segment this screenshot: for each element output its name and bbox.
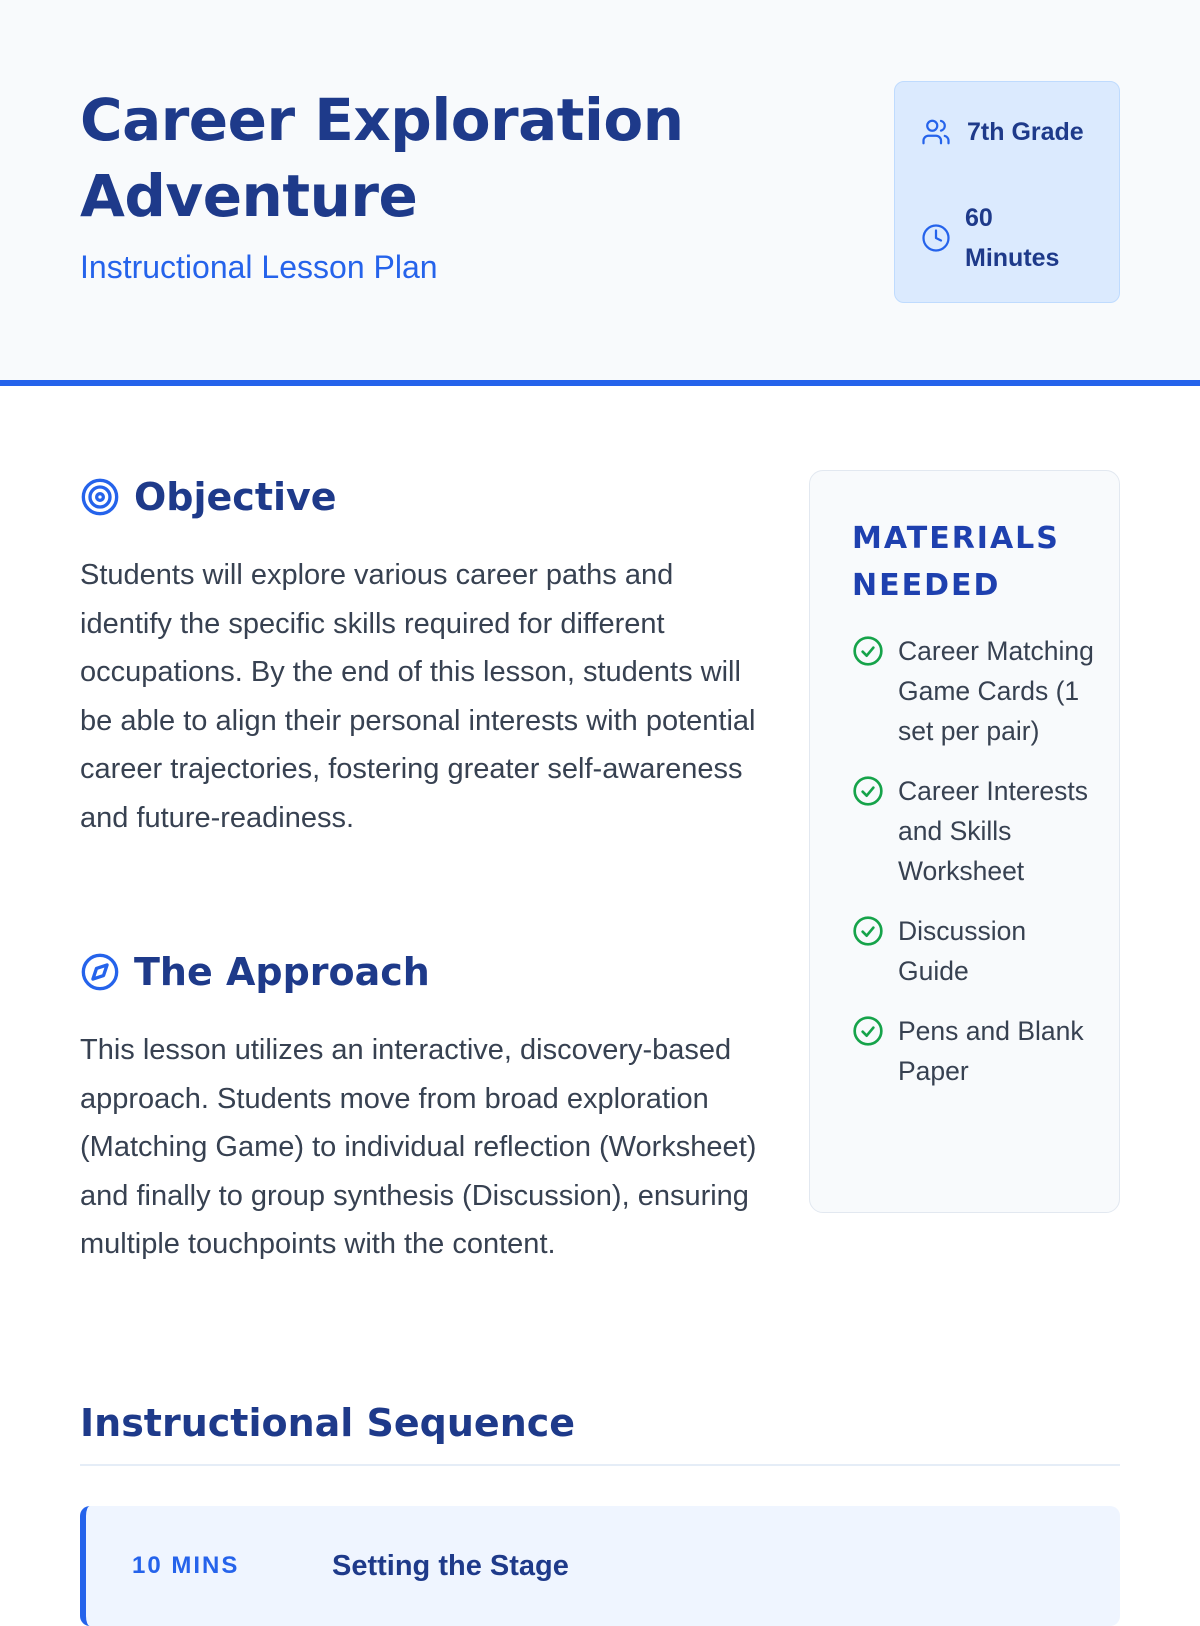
- sequence-heading: Instructional Sequence: [80, 1401, 576, 1445]
- material-item: [852, 771, 1112, 891]
- duration-label: 60 Minutes: [965, 204, 1060, 272]
- grade-info: [921, 112, 1087, 152]
- sequence-step: [80, 1506, 1120, 1626]
- objective-text: Students will explore various career paths and identify the specific skills required for different occupations. By the end of this lesson, students will be able to align their personal interests with potential career trajectories, fostering greater self-awareness and future-readiness.: [80, 559, 756, 834]
- materials-heading: MATERIALS NEEDED: [852, 521, 1060, 603]
- approach-text: This lesson utilizes an interactive, discovery-based approach. Students move from broad exploration (Matching Game) to individual reflection (Worksheet) and finally to group synthesis (Discussion), ensuring multiple touchpoints with the content.: [80, 1034, 757, 1260]
- page-title: Career Exploration Adventure: [80, 86, 684, 230]
- approach-title: The Approach: [134, 950, 430, 994]
- grade-label: 7th Grade: [967, 118, 1084, 146]
- target-icon: [80, 477, 120, 517]
- check-circle-icon: [852, 1015, 884, 1047]
- material-label: Career Matching Game Cards (1 set per pair): [898, 636, 1094, 746]
- page-subtitle: Instructional Lesson Plan: [80, 249, 438, 285]
- objective-title: Objective: [134, 475, 337, 519]
- check-circle-icon: [852, 915, 884, 947]
- duration-info: [921, 198, 1085, 278]
- material-item: [852, 1011, 1112, 1091]
- check-circle-icon: [852, 775, 884, 807]
- material-label: Pens and Blank Paper: [898, 1016, 1084, 1086]
- approach-heading: [80, 948, 430, 996]
- lesson-header: [0, 0, 1200, 386]
- check-circle-icon: [852, 635, 884, 667]
- section-divider: [80, 1464, 1120, 1466]
- compass-icon: [80, 952, 120, 992]
- step-title: Setting the Stage: [332, 1550, 569, 1582]
- step-duration: 10 MINS: [132, 1552, 240, 1579]
- material-label: Discussion Guide: [898, 916, 1027, 986]
- users-icon: [921, 117, 951, 147]
- clock-icon: [921, 223, 951, 253]
- objective-heading: [80, 473, 337, 521]
- material-item: [852, 631, 1112, 751]
- lesson-meta-card: [894, 81, 1120, 303]
- materials-list: [852, 631, 1112, 1111]
- materials-panel: [809, 470, 1120, 1213]
- material-item: [852, 911, 1112, 991]
- material-label: Career Interests and Skills Worksheet: [898, 776, 1088, 886]
